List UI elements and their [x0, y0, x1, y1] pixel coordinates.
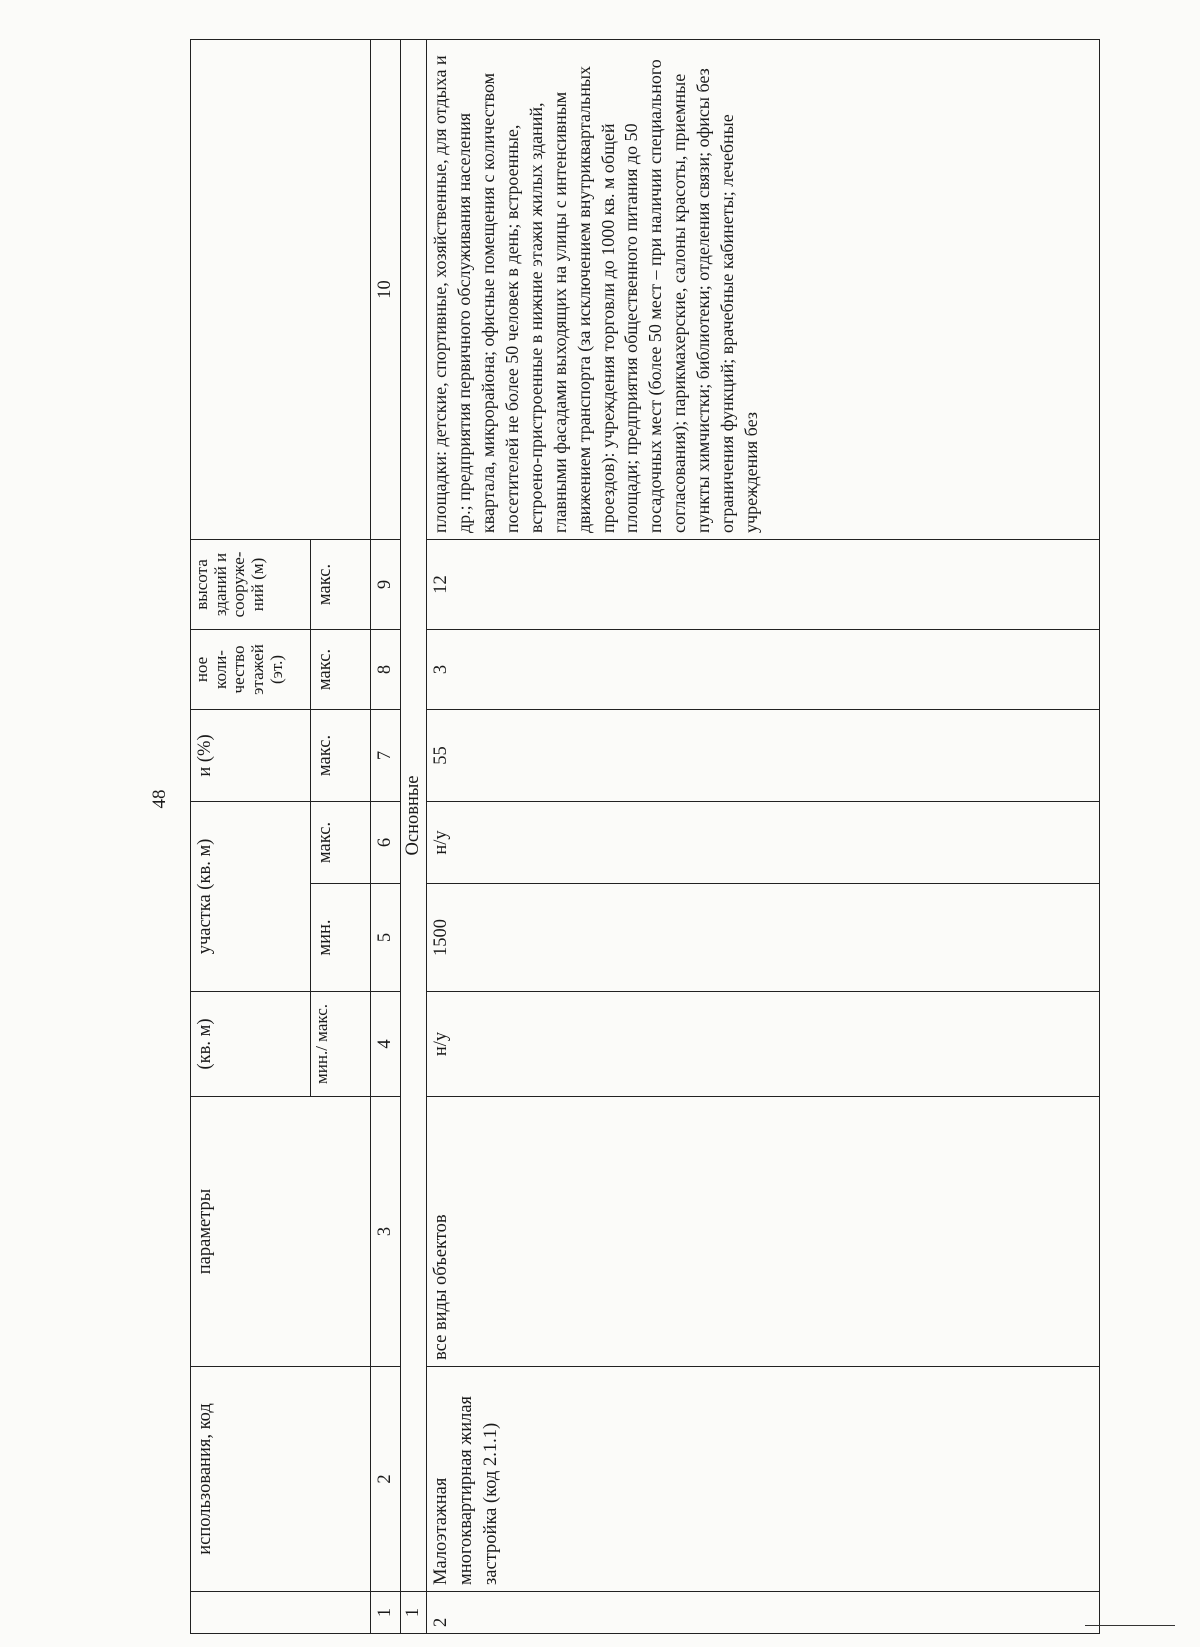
col-num: 7	[371, 709, 401, 801]
row-area: н/у	[426, 992, 1099, 1097]
section-row	[400, 39, 426, 1633]
header-use: использования, код	[191, 1367, 371, 1592]
col-num: 8	[371, 629, 401, 709]
row-height: 12	[426, 539, 1099, 629]
row-number: 2	[426, 1592, 1099, 1634]
col-num: 10	[371, 39, 401, 539]
header-area: (кв. м)	[191, 992, 311, 1097]
header-row	[191, 39, 311, 1633]
col-num: 1	[371, 1592, 401, 1634]
page-number: 48	[149, 789, 170, 809]
col-num: 6	[371, 801, 401, 883]
header-floors: ное коли-чество этажей (эт.)	[191, 629, 311, 709]
header-plot: участка (кв. м)	[191, 801, 311, 991]
sub-max-floors: макс.	[311, 629, 371, 709]
table-row	[426, 39, 1099, 1633]
sub-min: мин.	[311, 884, 371, 992]
sub-minmax: мин./ макс.	[311, 992, 371, 1097]
header-params: параметры	[191, 1097, 371, 1367]
row-percent: 55	[426, 709, 1099, 801]
section-number: 1	[400, 1592, 426, 1634]
col-num: 3	[371, 1097, 401, 1367]
sub-max-plot: макс.	[311, 801, 371, 883]
row-description: площадки: детские, спортивные, хозяйственные, для отдыха и др.; предприятия первичного обслуживания населения квартала, микрорайона; офисные помещения с количеством посетителей не более 50 человек в день; встроенные, встроено-пристроенные в нижние этажи жилых зданий, главными фасадами выходящих на улицы с интенсивным движением транспорта (за исключением внутриквартальных проездов): учреждения торговли до 1000 кв. м общей площади; предприятия общественного питания до 50 посадочных мест (более 50 мест – при наличии специального согласования); парикмахерские, салоны красоты, приемные пункты химчистки; библиотеки; отделения связи; офисы без ограничения функций; врачебные кабинеты; лечебные учреждения без	[426, 39, 1099, 539]
col-num: 4	[371, 992, 401, 1097]
column-numbers-row	[371, 39, 401, 1633]
rotated-table-sheet	[190, 40, 1100, 1634]
section-title: Основные	[400, 39, 426, 1591]
zoning-table	[190, 39, 1100, 1634]
header-percent: и (%)	[191, 709, 311, 801]
sub-max-percent: макс.	[311, 709, 371, 801]
header-height: высота зданий и сооруже-ний (м)	[191, 539, 311, 629]
col-num: 5	[371, 884, 401, 992]
row-use-name: Малоэтажная многоквартирная жилая застройка (код 2.1.1)	[426, 1367, 1099, 1592]
col-num: 9	[371, 539, 401, 629]
row-floors: 3	[426, 629, 1099, 709]
row-plot-max: н/у	[426, 801, 1099, 883]
footer-rule	[1085, 1625, 1175, 1626]
row-plot-min: 1500	[426, 884, 1099, 992]
row-params: все виды объектов	[426, 1097, 1099, 1367]
col-num: 2	[371, 1367, 401, 1592]
sub-max-height: макс.	[311, 539, 371, 629]
